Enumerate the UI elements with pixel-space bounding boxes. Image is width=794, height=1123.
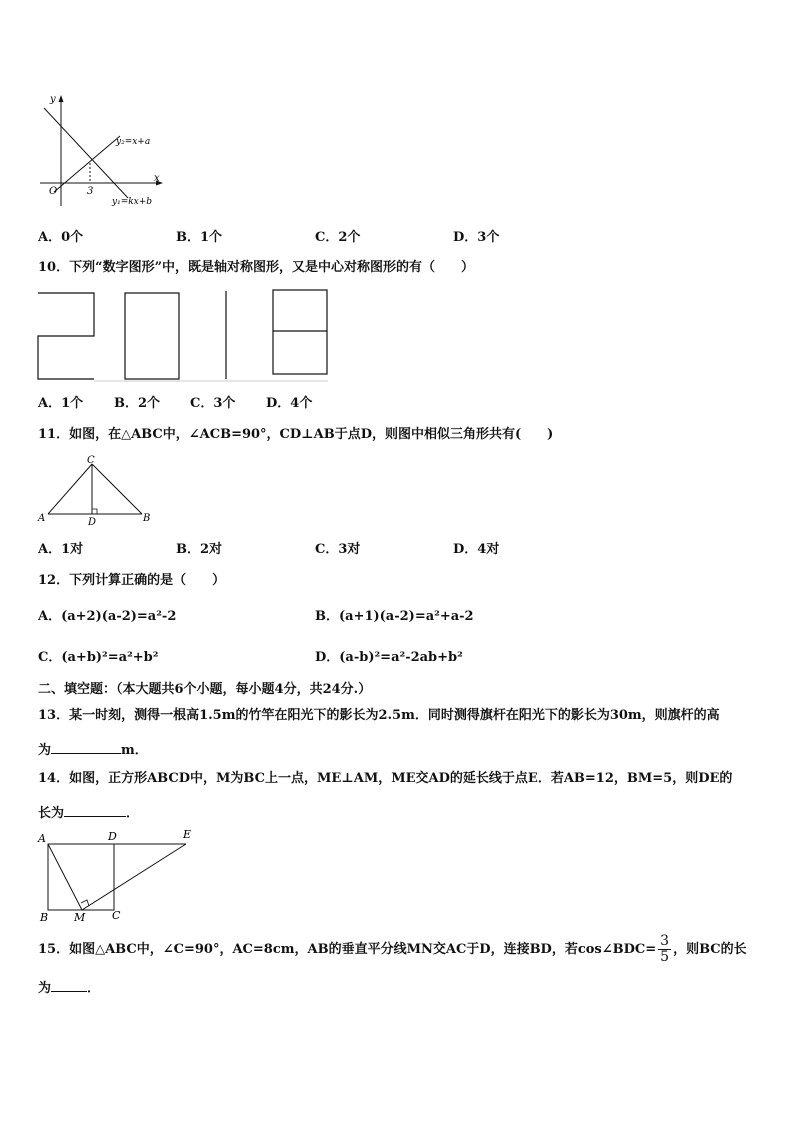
q14-label-b: B [40, 911, 49, 924]
q11-option-b[interactable]: B．2对 [176, 542, 223, 557]
q11-stem: 11．如图，在△ABC中，∠ACB=90°，CD⊥AB于点D，则图中相似三角形共有( ) [38, 427, 554, 442]
q14-label-m: M [74, 911, 86, 924]
q13-line2 [38, 740, 148, 759]
q14-label-e: E [183, 828, 192, 841]
q14-square-figure [36, 826, 198, 924]
q9-line1-label: y₂=x+a [116, 137, 151, 147]
q9-axis-y-label: y [50, 94, 56, 105]
q10-option-a[interactable]: A．1个 [38, 396, 84, 411]
q9-option-b[interactable]: B．1个 [176, 230, 223, 245]
q11-option-a[interactable]: A．1对 [38, 542, 84, 557]
q13-line1: 13．某一时刻，测得一根高1.5m的竹竿在阳光下的影长为2.5m．同时测得旗杆在阳光下的影长为30m，则旗杆的高 [38, 708, 720, 723]
q15-fraction [658, 934, 671, 965]
q14-answer-blank[interactable] [64, 803, 126, 817]
q11-label-a: A [38, 513, 46, 524]
q10-digit-figures [36, 287, 332, 383]
q14-line2 [38, 803, 139, 822]
q11-option-c[interactable]: C．3对 [315, 542, 361, 557]
q9-option-d[interactable]: D．3个 [453, 230, 500, 245]
q11-triangle-figure [36, 454, 156, 526]
q15-line2 [38, 978, 100, 997]
q9-origin-label: O [49, 186, 58, 197]
q15-answer-blank[interactable] [51, 978, 87, 992]
q15-line2-suffix: ． [87, 981, 101, 996]
q10-option-d[interactable]: D．4个 [266, 396, 313, 411]
q14-line2-suffix: ． [126, 806, 140, 821]
q14-line2-prefix: 长为 [38, 806, 65, 821]
q12-option-c[interactable]: C．(a+b)²=a²+b² [38, 650, 159, 665]
q13-line2-prefix: 为 [38, 743, 52, 758]
q11-label-c: C [87, 455, 95, 466]
q14-label-a: A [38, 832, 46, 845]
q14-label-d: D [108, 830, 117, 843]
q9-axis-x-label: x [154, 173, 160, 184]
q11-label-b: B [143, 513, 151, 524]
q15-line1 [38, 933, 747, 967]
q9-option-a[interactable]: A．0个 [38, 230, 84, 245]
q13-answer-blank[interactable] [51, 740, 121, 754]
q15-line2-prefix: 为 [38, 981, 52, 996]
q10-stem: 10．下列“数字图形”中，既是轴对称图形，又是中心对称图形的有（ ） [38, 260, 475, 275]
q15-line1-prefix: 15．如图△ABC中，∠C=90°，AC=8cm，AB的垂直平分线MN交AC于D，连接BD，若cos∠BDC= [38, 942, 657, 957]
q12-option-d[interactable]: D．(a-b)²=a²-2ab+b² [315, 650, 463, 665]
q15-frac-den: 5 [660, 949, 670, 965]
q9-line2-label: y₁=kx+b [112, 197, 153, 207]
section2-heading: 二、填空题：（本大题共6个小题，每小题4分，共24分.） [38, 682, 372, 697]
q11-label-d: D [88, 517, 97, 526]
q12-option-a[interactable]: A．(a+2)(a-2)=a²-2 [38, 609, 177, 624]
q10-option-c[interactable]: C．3个 [190, 396, 236, 411]
q12-option-b[interactable]: B．(a+1)(a-2)=a²+a-2 [315, 609, 474, 624]
q12-stem: 12．下列计算正确的是（ ） [38, 573, 226, 588]
q15-frac-num: 3 [660, 933, 670, 949]
q9-graph [36, 92, 171, 210]
q11-option-d[interactable]: D．4对 [453, 542, 500, 557]
q9-option-c[interactable]: C．2个 [315, 230, 361, 245]
q15-line1-suffix: ，则BC的长 [673, 942, 747, 957]
q10-option-b[interactable]: B．2个 [114, 396, 161, 411]
q9-tick-label: 3 [87, 186, 94, 197]
q14-label-c: C [112, 909, 121, 922]
q14-line1: 14．如图，正方形ABCD中，M为BC上一点，ME⊥AM，ME交AD的延长线于点E．若AB=12，BM=5，则DE的 [38, 771, 733, 786]
q13-line2-suffix: m． [121, 743, 148, 758]
